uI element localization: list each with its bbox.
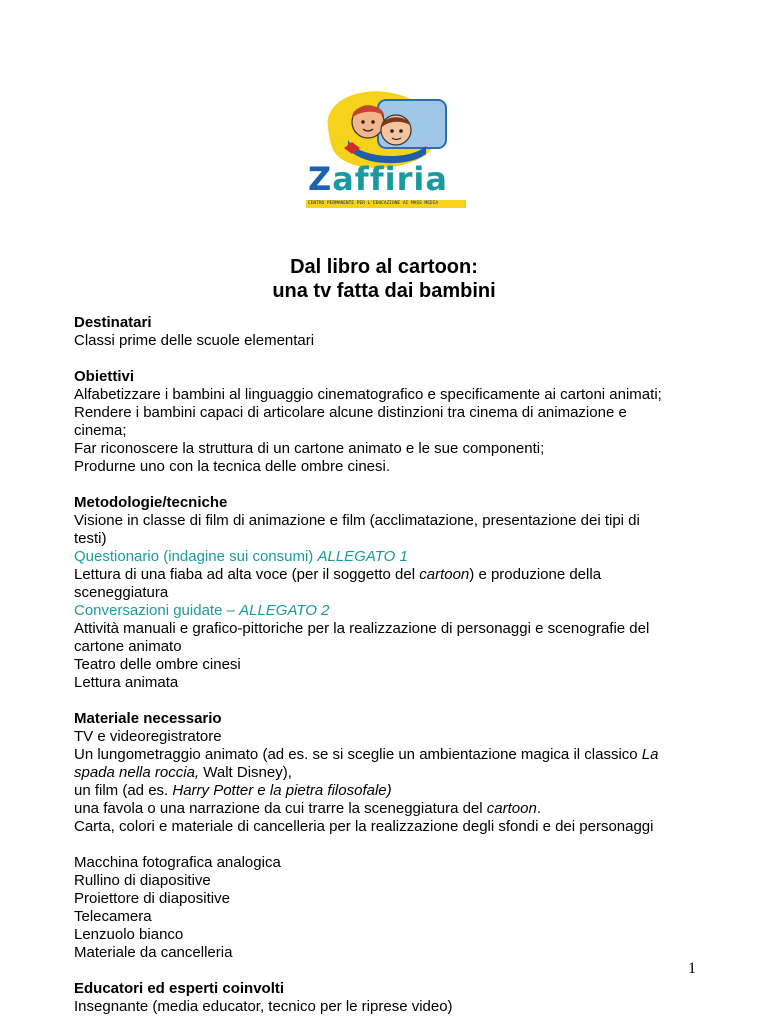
- text-line: Teatro delle ombre cinesi: [74, 656, 241, 673]
- text-line: Far riconoscere la struttura di un cartone animato e le sue componenti;: [74, 440, 545, 457]
- logo-tagline: CENTRO PERMANENTE PER L'EDUCAZIONE AI MASS MEDIA: [306, 200, 466, 208]
- text-fragment-italic: cartoon: [486, 800, 537, 817]
- list-item: Materiale da cancelleria: [74, 944, 233, 961]
- section-heading: Materiale necessario: [74, 710, 222, 727]
- text-line: [74, 566, 704, 584]
- questionario-text: Questionario (indagine sui consumi): [74, 548, 318, 565]
- allegato-1-link[interactable]: ALLEGATO 1: [317, 548, 408, 565]
- text-line: cinema;: [74, 422, 127, 439]
- section-educatori: [74, 980, 704, 1016]
- section-materiale: [74, 710, 704, 962]
- zaffiria-logo: Zaffiria CENTRO PERMANENTE PER L'EDUCAZIONE AI MASS MEDIA: [308, 88, 460, 210]
- section-heading: Destinatari: [74, 314, 152, 331]
- section-obiettivi: [74, 368, 704, 476]
- text-fragment-italic: Harry Potter e la pietra filosofale): [172, 782, 392, 799]
- text-line: [74, 782, 704, 800]
- list-item: Proiettore di diapositive: [74, 890, 230, 907]
- list-item: Telecamera: [74, 908, 152, 925]
- list-item: Rullino di diapositive: [74, 872, 211, 889]
- section-text: Insegnante (media educator, tecnico per le riprese video): [74, 998, 453, 1015]
- text-line: [74, 764, 704, 782]
- section-text: Classi prime delle scuole elementari: [74, 332, 315, 349]
- document-title: [0, 255, 768, 303]
- section-destinatari: [74, 314, 704, 350]
- section-heading: Educatori ed esperti coinvolti: [74, 980, 285, 997]
- text-fragment: una favola o una narrazione da cui trarre la sceneggiatura del: [74, 800, 487, 817]
- text-fragment: .: [536, 800, 541, 817]
- text-line: Rendere i bambini capaci di articolare alcune distinzioni tra cinema di animazione e: [74, 404, 627, 421]
- text-fragment-italic: cartoon: [419, 566, 470, 583]
- text-line: [74, 800, 704, 818]
- text-fragment-italic: spada nella roccia,: [74, 764, 200, 781]
- section-heading: Metodologie/tecniche: [74, 494, 228, 511]
- text-line: Attività manuali e grafico-pittoriche per la realizzazione di personaggi e scenografie del: [74, 620, 650, 637]
- text-line: testi): [74, 530, 107, 547]
- questionario-line: [74, 548, 704, 566]
- text-fragment: ) e produzione della: [469, 566, 602, 583]
- title-line-1: Dal libro al cartoon:: [290, 256, 478, 278]
- text-fragment: Lettura di una fiaba ad alta voce (per il soggetto del: [74, 566, 420, 583]
- list-item: Macchina fotografica analogica: [74, 854, 281, 871]
- text-line: sceneggiatura: [74, 584, 169, 601]
- list-item: Lenzuolo bianco: [74, 926, 184, 943]
- title-line-2: una tv fatta dai bambini: [272, 280, 496, 302]
- text-line: Carta, colori e materiale di cancelleria per la realizzazione degli sfondi e dei personaggi: [74, 818, 654, 835]
- text-line: Produrne uno con la tecnica delle ombre cinesi.: [74, 458, 391, 475]
- text-fragment-italic: La: [641, 746, 659, 763]
- section-metodologie: [74, 494, 704, 692]
- text-line: Alfabetizzare i bambini al linguaggio cinematografico e specificamente ai cartoni animati;: [74, 386, 662, 403]
- text-line: cartone animato: [74, 638, 182, 655]
- conversazioni-text: Conversazioni guidate –: [74, 602, 240, 619]
- page-number: 1: [688, 960, 696, 977]
- section-heading: Obiettivi: [74, 368, 135, 385]
- text-line: [74, 746, 704, 764]
- text-line: Visione in classe di film di animazione e film (acclimatazione, presentazione dei tipi di: [74, 512, 640, 529]
- conversazioni-line: [74, 602, 704, 620]
- allegato-2-link[interactable]: ALLEGATO 2: [239, 602, 330, 619]
- text-line: Lettura animata: [74, 674, 179, 691]
- text-fragment: Walt Disney),: [199, 764, 292, 781]
- text-fragment: Un lungometraggio animato (ad es. se si sceglie un ambientazione magica il classico: [74, 746, 642, 763]
- document-body: [74, 314, 704, 1034]
- text-fragment: un film (ad es.: [74, 782, 173, 799]
- text-line: TV e videoregistratore: [74, 728, 222, 745]
